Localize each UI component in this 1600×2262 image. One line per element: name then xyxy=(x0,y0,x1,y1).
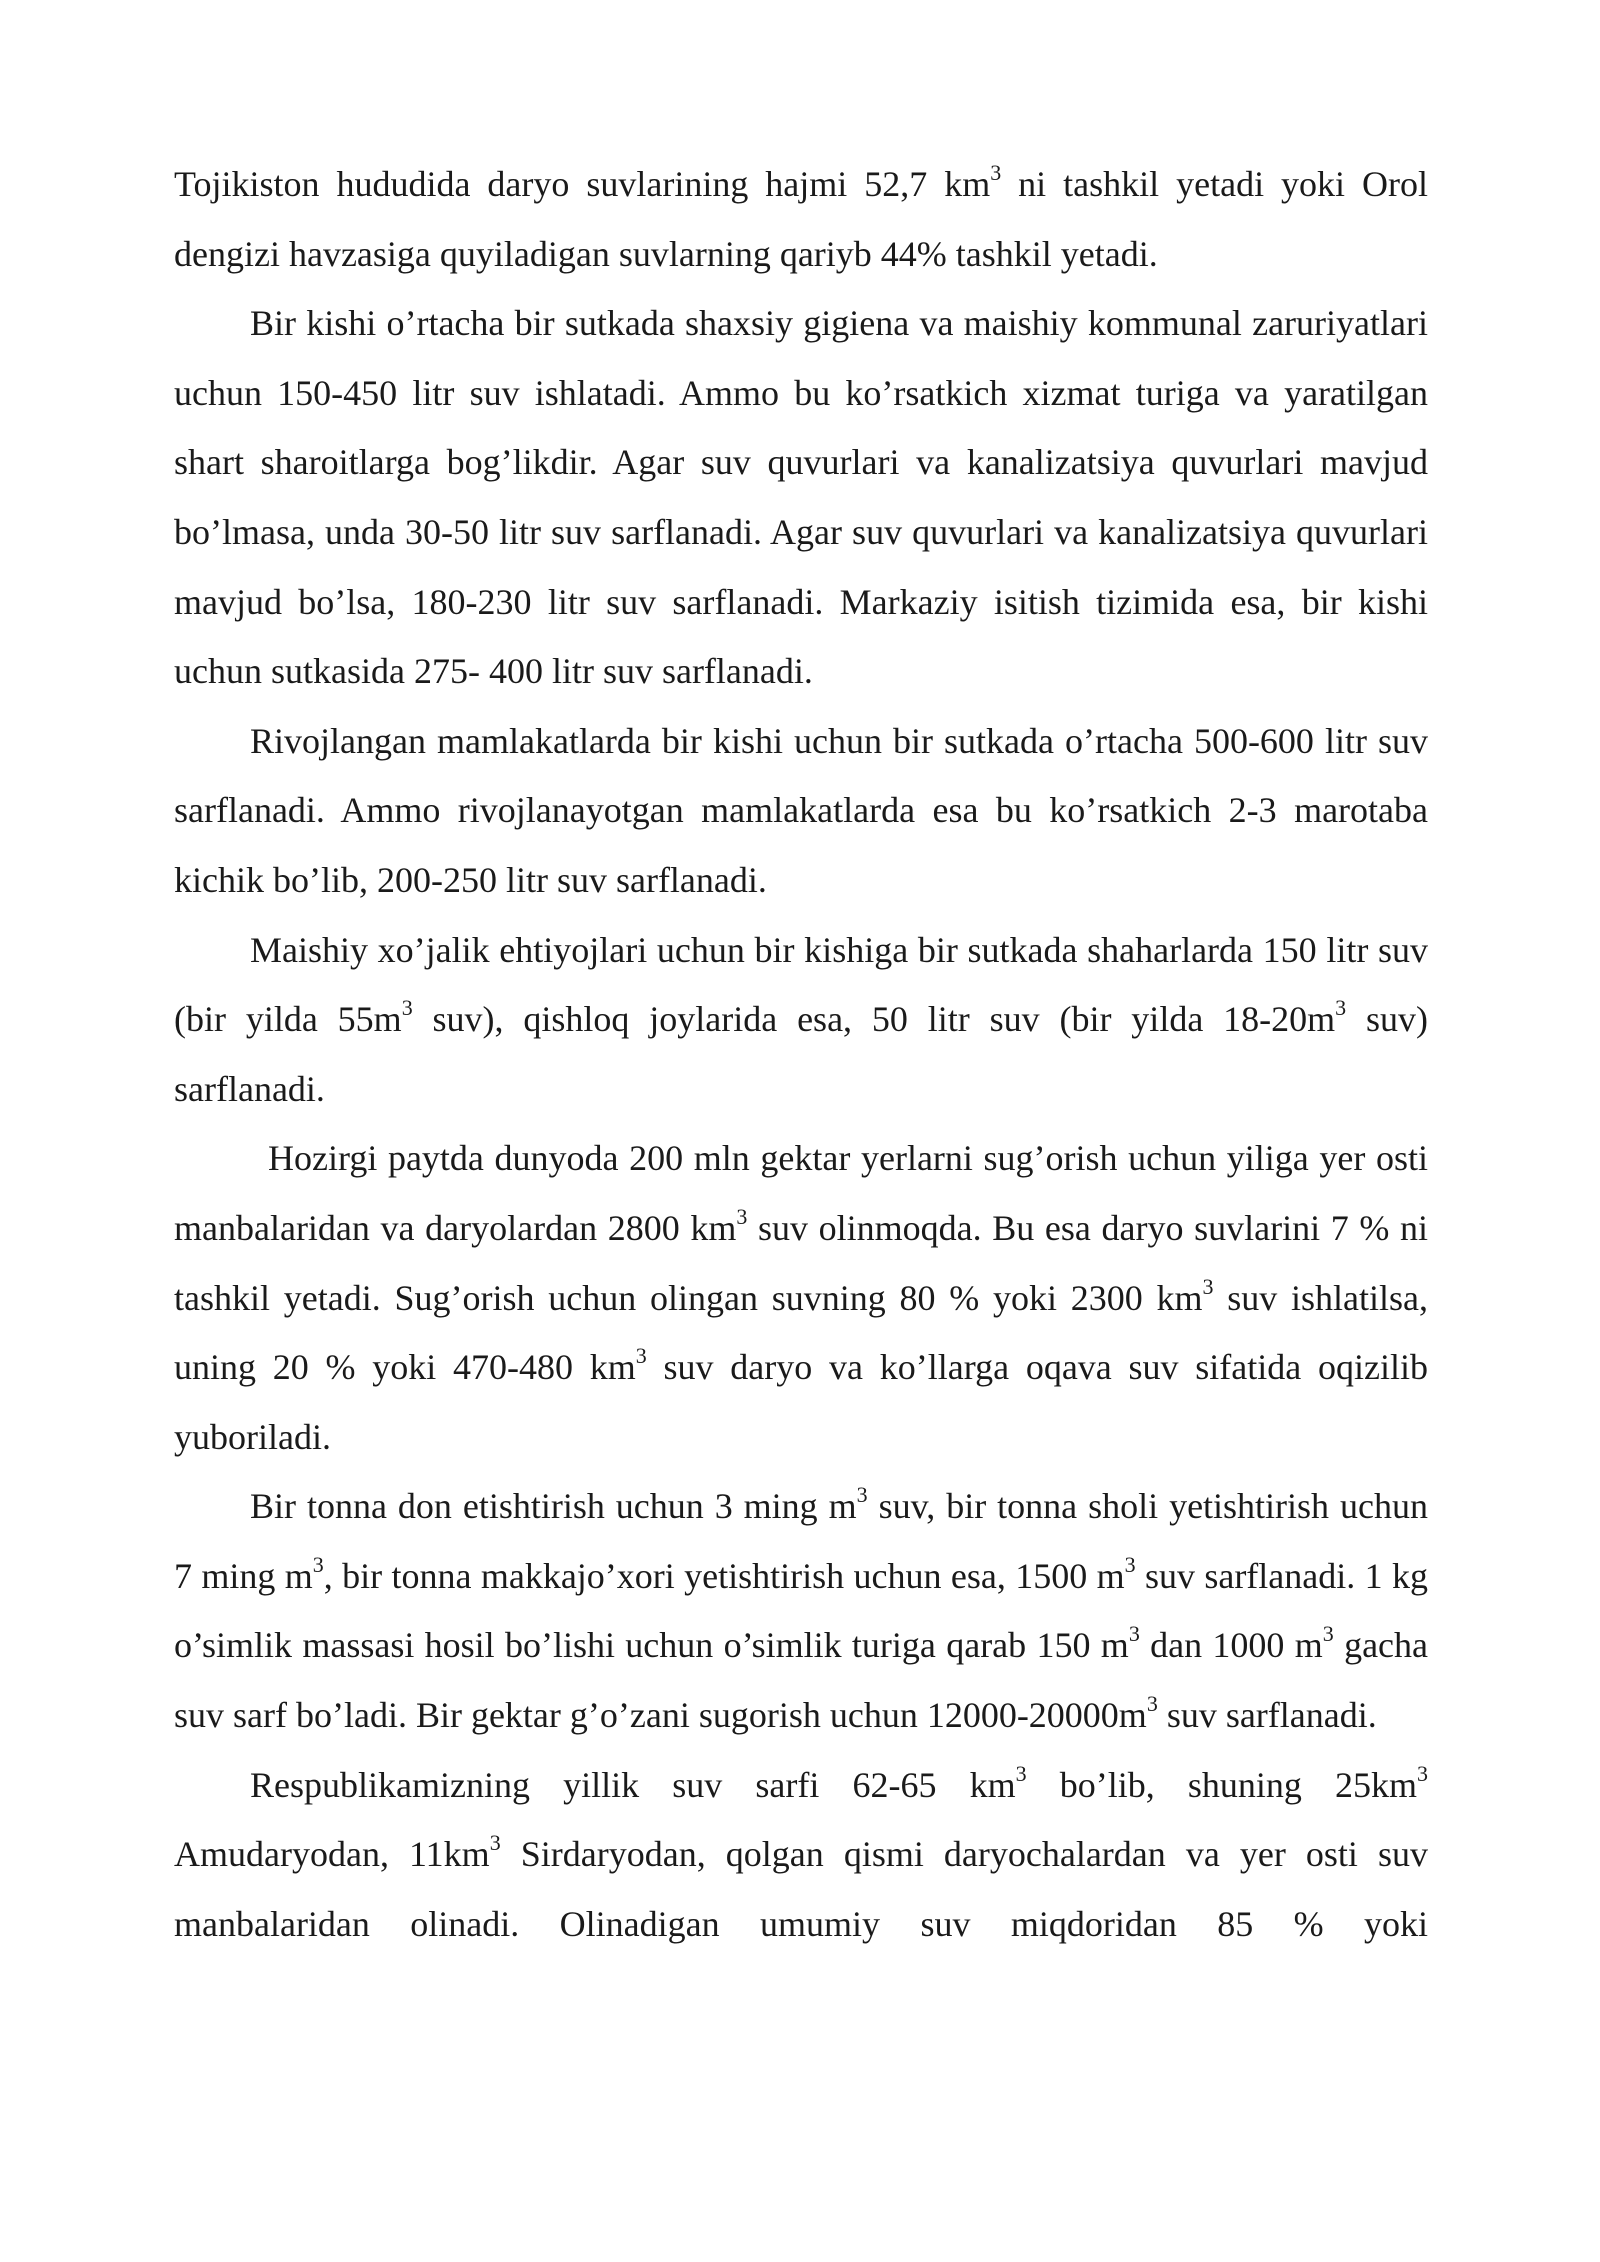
text-run: gacha suv sarf bo’ladi. Bir gektar g’o’zani sugorish uchun 12000-20000m xyxy=(174,1625,1429,1736)
text-run: dan 1000 m xyxy=(1139,1625,1323,1666)
text-run: Amudaryodan, 11km xyxy=(174,1834,490,1875)
text-run: suv sarflanadi. xyxy=(1157,1695,1377,1736)
text-run: suv ishlatilsa, uning 20 % yoki 470-480 km xyxy=(174,1277,1428,1388)
superscript: 3 xyxy=(1335,995,1347,1021)
text-run: ni tashkil yetadi yoki Orol dengizi havzasiga quyiladigan suvlarning qariyb 44% tashkil yetadi. xyxy=(174,164,1428,274)
superscript: 3 xyxy=(1417,1760,1428,1786)
superscript: 3 xyxy=(1322,1621,1334,1647)
superscript: 3 xyxy=(856,1482,868,1508)
text-run: Tojikiston hududida daryo suvlarining hajmi 52,7 km xyxy=(174,164,991,204)
superscript: 3 xyxy=(990,160,1002,185)
paragraph-6 xyxy=(174,1472,1428,1750)
superscript: 3 xyxy=(1124,1551,1136,1577)
text-run: bo’lib, shuning 25km xyxy=(1026,1764,1417,1805)
text-run: Bir kishi o’rtacha bir sutkada shaxsiy gigiena va maishiy kommunal zaruriyatlari uchun 150-450 litr suv ishlatadi. Ammo bu ko’rsatkich xizmat turiga va yaratilgan shart sharoitlarga bog’likdir. Agar suv quvurlari va kanalizatsiya quvurlari mavjud bo’lmasa, unda 30-50 litr suv sarflanadi. Agar suv quvurlari va kanalizatsiya quvurlari mavjud bo’lsa, 180-230 litr suv sarflanadi. Markaziy isitish tizimida esa, bir kishi uchun sutkasida 275- 400 litr suv sarflanadi. xyxy=(174,303,1428,692)
superscript: 3 xyxy=(1202,1273,1214,1299)
text-run: Bir tonna don etishtirish uchun 3 ming m xyxy=(250,1486,857,1527)
text-run: suv daryo va ko’llarga oqava suv sifatida oqizilib yuboriladi. xyxy=(174,1347,1429,1457)
superscript: 3 xyxy=(312,1551,324,1577)
paragraph-1 xyxy=(174,150,1428,289)
superscript: 3 xyxy=(1128,1621,1140,1647)
text-run: Hozirgi paytda dunyoda 200 mln gektar yerlarni sug’orish uchun yiliga yer osti manbalaridan va daryolardan 2800 km xyxy=(174,1138,1428,1248)
superscript: 3 xyxy=(489,1830,501,1856)
text-run: suv olinmoqda. Bu esa daryo suvlarini 7 % ni tashkil yetadi. Sug’orish uchun olingan suvning 80 % yoki 2300 km xyxy=(174,1207,1428,1318)
text-run: Respublikamizning yillik suv sarfi 62-65 km xyxy=(250,1764,1016,1805)
text-run: Rivojlangan mamlakatlarda bir kishi uchun bir sutkada o’rtacha 500-600 litr suv sarflanadi. Ammo rivojlanayotgan mamlakatlarda esa bu ko’rsatkich 2-3 marotaba kichik bo’lib, 200-250 litr suv sarflanadi. xyxy=(174,720,1428,900)
document-page xyxy=(174,150,1428,1959)
paragraph-3 xyxy=(174,707,1428,916)
text-run: suv) sarflanadi. xyxy=(174,999,1429,1109)
text-run: Maishiy xo’jalik ehtiyojlari uchun bir kishiga bir sutkada shaharlarda 150 litr suv (bir yilda 55m xyxy=(174,929,1428,1040)
superscript: 3 xyxy=(401,995,413,1021)
superscript: 3 xyxy=(736,1203,748,1229)
text-run: Sirdaryodan, qolgan qismi daryochalardan va yer osti suv manbalaridan olinadi. Olinadigan umumiy suv miqdoridan 85 % yoki xyxy=(174,1834,1428,1944)
text-run: suv), qishloq joylarida esa, 50 litr suv (bir yilda 18-20m xyxy=(412,999,1336,1040)
paragraph-5 xyxy=(174,1124,1428,1472)
superscript: 3 xyxy=(635,1343,647,1369)
paragraph-4 xyxy=(174,916,1428,1125)
paragraph-2 xyxy=(174,289,1428,707)
superscript: 3 xyxy=(1146,1691,1158,1717)
text-run: , bir tonna makkajo’xori yetishtirish uchun esa, 1500 m xyxy=(323,1555,1125,1596)
paragraph-7 xyxy=(174,1751,1428,1960)
superscript: 3 xyxy=(1015,1760,1027,1786)
text-run: suv, bir tonna sholi yetishtirish uchun 7 ming m xyxy=(174,1486,1428,1596)
text-run: suv sarflanadi. 1 kg o’simlik massasi hosil bo’lishi uchun o’simlik turiga qarab 150 m xyxy=(174,1555,1428,1666)
